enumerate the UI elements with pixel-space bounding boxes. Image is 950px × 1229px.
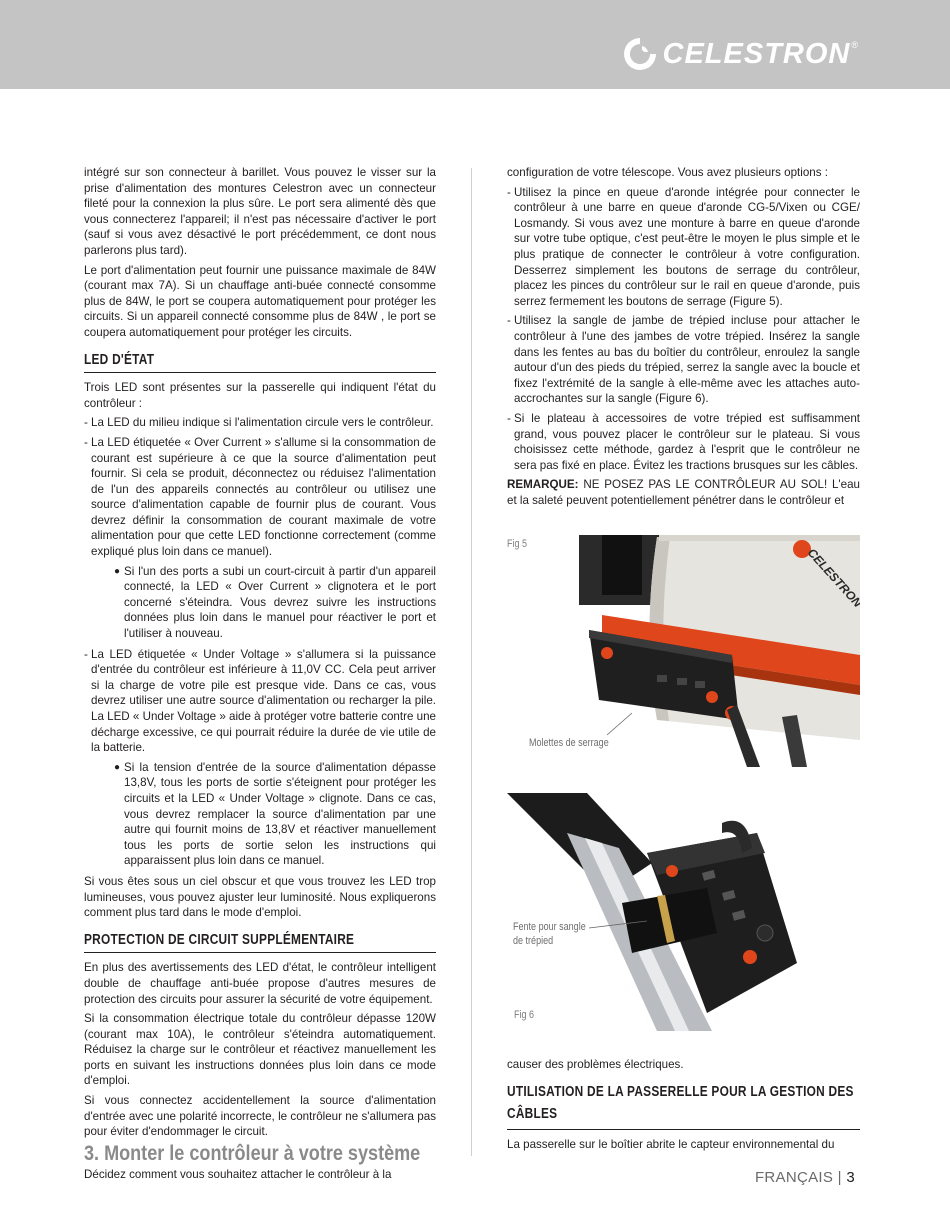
list-item: - La LED du milieu indique si l'alimentation circule vers le contrôleur. xyxy=(84,416,434,430)
celestron-logo xyxy=(621,36,858,72)
note-text: NE POSEZ PAS LE CONTRÔLEUR AU SOL! L'eau et la saleté peuvent potentiellement pénétrer dans le contrôleur et xyxy=(507,478,860,507)
heading-protection: PROTECTION DE CIRCUIT SUPPLÉMENTAIRE xyxy=(84,931,355,948)
heading-led-etat: LED D'ÉTAT xyxy=(84,351,155,368)
fig6-callout xyxy=(513,920,586,948)
fig6-callout-line-1: Fente pour sangle xyxy=(513,921,586,933)
list-item: - La LED étiquetée « Over Current » s'allume si la consommation de courant est supérieure à ce que la source d'alimentation peut fournir. Si cela se produit, déconnectez ou réduisez l'alimentation de l'un des appareils connectés au contrôleur ou utilisez une source d'alimentation capable de fournir plus de courant. Vous devrez définir la consommation de courant maximale de votre alimentation pour que cette LED fonctionne correctement (comme expliqué plus loin dans ce manuel). xyxy=(84,435,436,559)
fig6-callout-line-2: de trépied xyxy=(513,935,554,947)
paragraph: Si vous êtes sous un ciel obscur et que vous trouvez les LED trop lumineuses, vous pouvez ajuster leur luminosité. Nous expliquerons comment plus tard dans le mode d'emploi. xyxy=(84,874,436,920)
swoosh-icon xyxy=(621,36,659,72)
note-label: REMARQUE: xyxy=(507,478,579,492)
bullet-icon: ● xyxy=(114,565,121,577)
list-item: - Utilisez la sangle de jambe de trépied incluse pour attacher le contrôleur à l'une des jambes de votre trépied. Insérez la sangle dans les fentes au bas du boîtier du contrôleur, enroulez la sangle autour d'un des pieds du trépied, serrez la sangle avec la boucle et fixez l'extrémité de la sangle à elle-même avec les attaches auto-accrochantes sur la sangle (Figure 6). xyxy=(507,314,860,406)
figure-6 xyxy=(507,793,860,1031)
fig5-label: Fig 5 xyxy=(507,538,528,550)
column-divider xyxy=(471,168,472,1156)
paragraph: intégré sur son connecteur à barillet. Vous pouvez le visser sur la prise d'alimentation des montures Celestron avec un connecteur fileté pour la connexion la plus sûre. Le port sera alimenté dès que vous connecterez l'appareil; il n'est pas nécessaire d'activer le port (sauf si vous avez désactivé le port précédemment, ce dont nous parlerons plus tard). xyxy=(84,166,436,257)
bullet-item: ● Si l'un des ports a subi un court-circuit à partir d'un appareil connecté, la LED « Over Current » clignotera et le port concerné s'éteindra. Vous devrez suivre les instructions données plus loin dans le manuel pour réactiver le port et l'utiliser à nouveau. xyxy=(114,564,436,641)
paragraph: Décidez comment vous souhaitez attacher le contrôleur à la xyxy=(84,1168,392,1182)
brand-wordmark: CELESTRON xyxy=(662,37,851,70)
note-paragraph xyxy=(507,477,860,508)
tube-brand-text: CELESTRON xyxy=(804,545,860,611)
paragraph: Si la consommation électrique totale du contrôleur dépasse 120W (courant max 10A), le contrôleur s'éteindra automatiquement. Réduisez la charge sur le contrôleur et réactivez manuellement les ports en suivant les instructions données plus loin dans ce mode d'emploi. xyxy=(84,1012,436,1088)
paragraph: La passerelle sur le boîtier abrite le capteur environnemental du xyxy=(507,1137,835,1151)
page-footer xyxy=(755,1169,855,1186)
registered-mark: ® xyxy=(851,40,858,50)
paragraph: configuration de votre télescope. Vous avez plusieurs options : xyxy=(507,166,828,179)
paragraph: Trois LED sont présentes sur la passerelle qui indiquent l'état du contrôleur : xyxy=(84,381,436,410)
list-item: - Si le plateau à accessoires de votre trépied est suffisamment grand, vous pouvez placer le contrôleur sur le plateau. Si vous choisissez cette méthode, gardez à l'esprit que le contrôleur ne sera pas fixé en place. Évitez les tractions brusques sur les câbles. xyxy=(507,411,860,472)
fig5-callout: Molettes de serrage xyxy=(529,737,609,749)
right-column xyxy=(507,165,860,512)
left-column xyxy=(84,165,436,1187)
fig6-label: Fig 6 xyxy=(514,1009,535,1021)
header-band xyxy=(0,0,950,89)
paragraph: Le port d'alimentation peut fournir une puissance maximale de 84W (courant max 7A). Si un chauffage anti-buée connecté consomme plus de 84W, le port se coupera automatiquement pour protéger les circuits. Si un appareil connecté consomme plus de 84W , le port se coupera automatiquement pour protéger les circuits. xyxy=(84,263,436,339)
figure-6-photo xyxy=(507,793,860,1031)
heading-rule xyxy=(84,952,436,953)
page-number: 3 xyxy=(846,1169,855,1186)
footer-language: FRANÇAIS xyxy=(754,1169,834,1186)
heading-rule xyxy=(84,372,436,373)
paragraph: causer des problèmes électriques. xyxy=(507,1058,684,1071)
paragraph: Si vous connectez accidentellement la source d'alimentation d'entrée avec une polarité incorrecte, le contrôleur ne s'allumera pas pour éviter d'endommager le circuit. xyxy=(84,1094,436,1139)
bullet-item: ● Si la tension d'entrée de la source d'alimentation dépasse 13,8V, tous les ports de sortie s'éteignent pour protéger les circuits et la LED « Under Voltage » clignote. Dans ce cas, vous devrez remplacer la source d'alimentation par une autre qui fournit moins de 13,8V et réactiver manuellement tous les ports de sortie selon les instructions qui apparaissent plus loin dans ce manuel. xyxy=(114,760,436,868)
list-item: - La LED étiquetée « Under Voltage » s'allumera si la puissance d'entrée du contrôleur est inférieure à 11,0V CC. Cela peut arriver si la charge de votre pile est presque vide. Dans ce cas, vous devrez utiliser une autre source d'alimentation ou recharger la pile. La LED « Under Voltage » aide à protéger votre batterie contre une décharge excessive, ce qui pourrait réduire la durée de vie utile de la batterie. xyxy=(84,647,436,755)
chapter-title: 3. Monter le contrôleur à votre système xyxy=(84,1141,421,1165)
heading-cable-management: UTILISATION DE LA PASSERELLE POUR LA GESTION DES CÂBLES xyxy=(507,1083,854,1122)
figure-5 xyxy=(507,535,860,767)
bullet-icon: ● xyxy=(114,761,121,773)
right-column-bottom xyxy=(507,1057,860,1156)
heading-rule xyxy=(507,1129,860,1130)
list-item: - Utilisez la pince en queue d'aronde intégrée pour connecter le contrôleur à une barre en queue d'aronde CG-5/Vixen ou CGE/ Losmandy. Si vous avez une monture à barre en queue d'aronde sur votre tube optique, c'est peut-être le moyen le plus simple et le plus pratique de connecter le contrôleur à votre configuration. Desserrez simplement les boutons de serrage du contrôleur, placez les pinces du contrôleur sur le rail en queue d'aronde, puis serrez fermement les boutons de serrage (Figure 5). xyxy=(507,185,860,308)
figure-5-photo xyxy=(507,535,860,767)
paragraph: En plus des avertissements des LED d'état, le contrôleur intelligent double de chauffage anti-buée propose d'autres mesures de protection des circuits pour assurer la sécurité de votre équipement. xyxy=(84,961,436,1006)
footer-separator: | xyxy=(833,1169,847,1186)
